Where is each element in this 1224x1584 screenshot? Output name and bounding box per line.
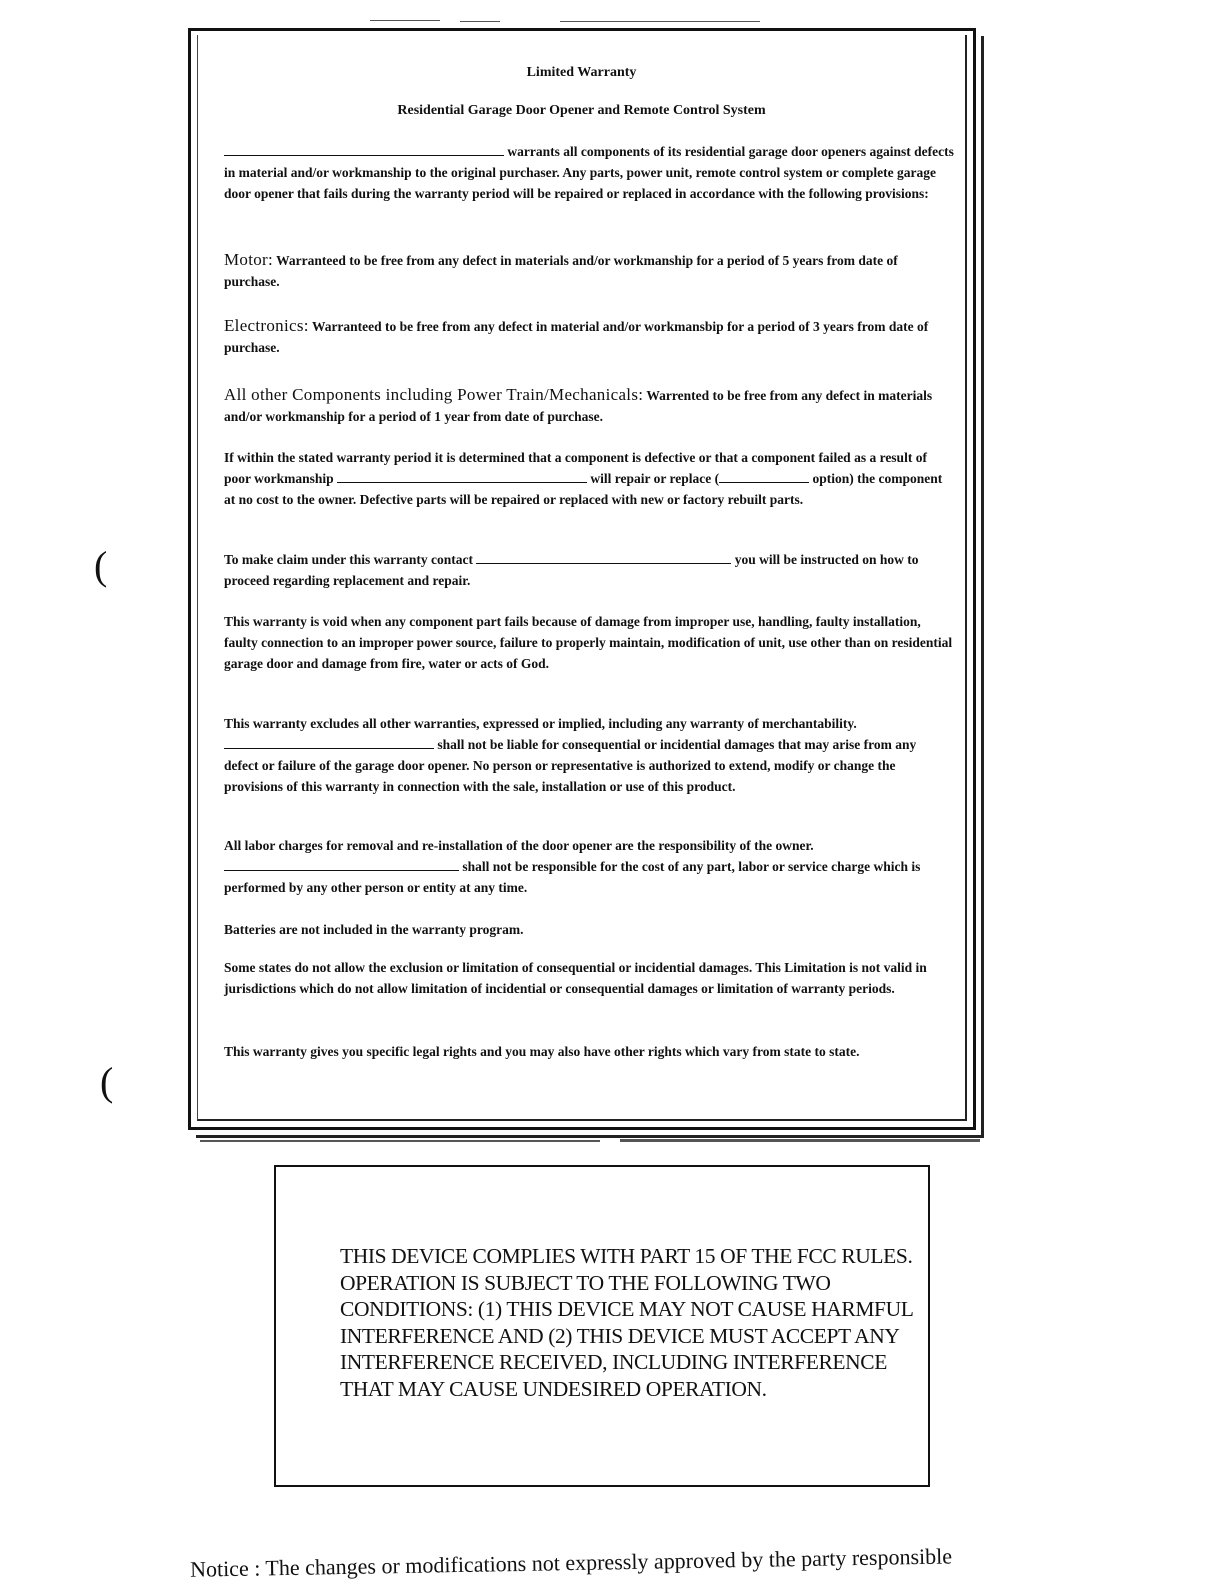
labor-text-end: shall not be responsible for the cost of any part, labor or service charge which is performed by any other person or entity at any time. bbox=[224, 859, 921, 895]
warranty-card-inner bbox=[197, 35, 967, 1121]
batteries-clause: Batteries are not included in the warranty program. bbox=[224, 922, 524, 937]
warranty-intro bbox=[224, 141, 954, 204]
warranty-title: Limited Warranty bbox=[526, 65, 637, 80]
defect-text-start: If within the stated warranty period it is determined that a component is defective or that a component failed as a result of poor workmanship bbox=[224, 450, 927, 486]
claim-clause bbox=[224, 549, 954, 591]
fcc-compliance-box bbox=[274, 1165, 930, 1487]
components-clause bbox=[224, 384, 954, 427]
scan-artifact-bottom bbox=[200, 1140, 600, 1142]
contact-blank bbox=[476, 551, 731, 564]
scan-artifact-top bbox=[560, 21, 760, 22]
states-clause: Some states do not allow the exclusion or limitation of consequential or incidential damages. This Limitation is not valid in jurisdictions which do not allow limitation of incidential or consequential damages or limitation of warranty periods. bbox=[224, 960, 927, 996]
electronics-text: Warranteed to be free from any defect in material and/or workmansbip for a period of 3 years from date of purchase. bbox=[224, 319, 929, 355]
margin-mark-upper: ( bbox=[94, 543, 108, 588]
warranty-intro-text: warrants all components of its residential garage door openers against defects in material and/or workmanship to the original purchaser. Any parts, power unit, remote control system or complete garage door opener that fails during the warranty period will be repaired or replaced in accordance with the following provisions: bbox=[224, 144, 954, 201]
components-text: Warrented to be free from any defect in materials and/or workmanship for a period of 1 year from date of purchase. bbox=[224, 388, 933, 424]
electronics-clause bbox=[224, 315, 954, 358]
notice-text: Notice : The changes or modifications not expressly approved by the party responsible bbox=[189, 1543, 953, 1582]
defect-clause bbox=[224, 447, 954, 510]
option-blank bbox=[719, 470, 809, 483]
scan-artifact-top bbox=[370, 20, 440, 21]
company-blank bbox=[224, 858, 459, 871]
excludes-text-end: shall not be liable for consequential or incidential damages that may arise from any defect or failure of the garage door opener. No person or representative is authorized to extend, modify or change the provisions of this warranty in connection with the sale, installation or use of this product. bbox=[224, 737, 917, 794]
scan-artifact-top bbox=[460, 21, 500, 22]
claim-text-end: you will be instructed on how to proceed regarding replacement and repair. bbox=[224, 552, 919, 588]
motor-label: Motor: bbox=[224, 250, 274, 269]
claim-text-start: To make claim under this warranty contact bbox=[224, 552, 473, 567]
labor-clause bbox=[224, 835, 954, 898]
company-blank bbox=[224, 143, 504, 156]
fcc-statement: THIS DEVICE COMPLIES WITH PART 15 OF THE FCC RULES. OPERATION IS SUBJECT TO THE FOLLOWING TWO CONDITIONS: (1) THIS DEVICE MAY NOT CAUSE HARMFUL INTERFERENCE AND (2) THIS DEVICE MUST ACCEPT ANY INTERFERENCE RECEIVED, INCLUDING INTERFERENCE THAT MAY CAUSE UNDESIRED OPERATION. bbox=[340, 1244, 913, 1401]
labor-text-start: All labor charges for removal and re-installation of the door opener are the responsibility of the owner. bbox=[224, 838, 814, 853]
motor-clause bbox=[224, 249, 954, 292]
rights-clause: This warranty gives you specific legal rights and you may also have other rights which vary from state to state. bbox=[224, 1044, 860, 1059]
electronics-label: Electronics: bbox=[224, 316, 309, 335]
components-label: All other Components including Power Train/Mechanicals: bbox=[224, 385, 644, 404]
warranty-card bbox=[188, 28, 976, 1130]
company-blank bbox=[337, 470, 587, 483]
scan-artifact-bottom bbox=[620, 1139, 980, 1142]
void-clause: This warranty is void when any component part fails because of damage from improper use, handling, faulty installation, faulty connection to an improper power source, failure to properly maintain, modification of unit, use other than on residential garage door and damage from fire, water or acts of God. bbox=[224, 614, 953, 671]
defect-text-end: option) the component at no cost to the owner. Defective parts will be repaired or replaced with new or factory rebuilt parts. bbox=[224, 471, 943, 507]
motor-text: Warranteed to be free from any defect in materials and/or workmanship for a period of 5 years from date of purchase. bbox=[224, 253, 898, 289]
excludes-clause bbox=[224, 713, 954, 797]
excludes-text-start: This warranty excludes all other warranties, expressed or implied, including any warranty of merchantability. bbox=[224, 716, 857, 731]
warranty-subtitle: Residential Garage Door Opener and Remote Control System bbox=[397, 103, 766, 118]
company-blank bbox=[224, 736, 434, 749]
defect-will-repair: will repair or replace ( bbox=[590, 471, 720, 486]
margin-mark-lower: ( bbox=[100, 1059, 114, 1104]
